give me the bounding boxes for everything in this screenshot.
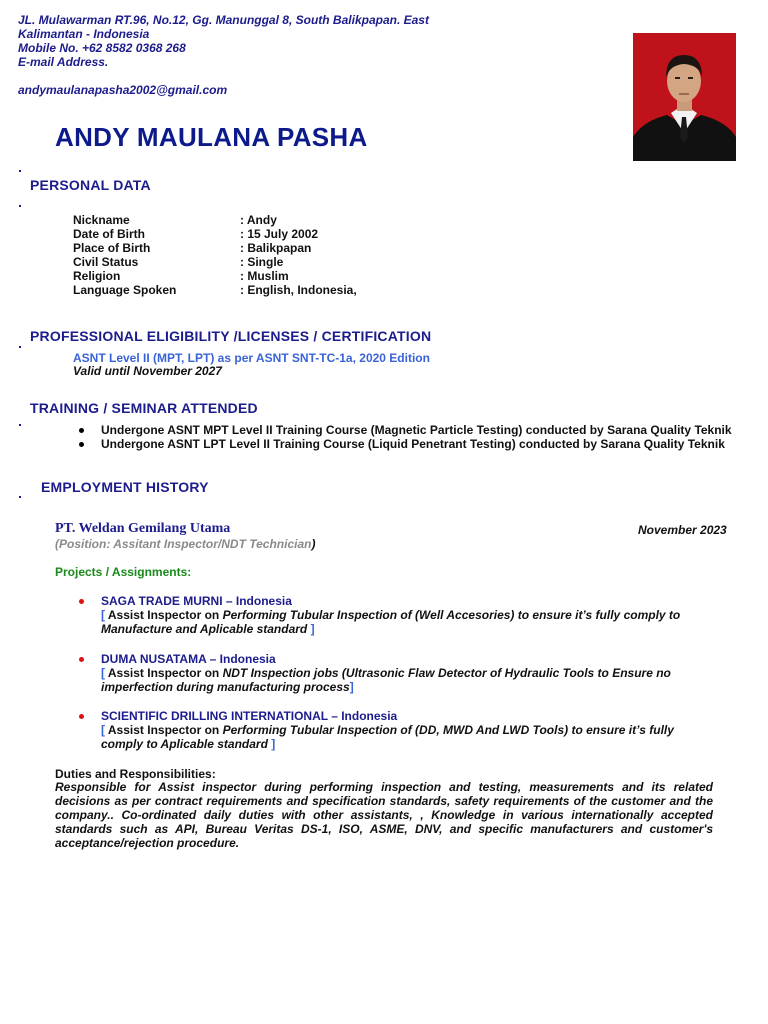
project-detail: Performing Tubular Inspection of (DD, MWD And LWD Tools) to ensure it’s fully comply to Aplicable standard xyxy=(101,723,674,751)
applicant-name: ANDY MAULANA PASHA xyxy=(55,122,368,152)
personal-value: : 15 July 2002 xyxy=(240,227,319,241)
training-item: Undergone ASNT MPT Level II Training Course (Magnetic Particle Testing) conducted by Sarana Quality Teknik xyxy=(101,423,732,437)
project-detail: Performing Tubular Inspection of (Well Accesories) to ensure it’s fully comply to Manufacture and Aplicable standard xyxy=(101,608,681,636)
project-title: DUMA NUSATAMA – Indonesia xyxy=(101,652,276,666)
mobile-number: Mobile No. +62 8582 0368 268 xyxy=(18,41,186,55)
duties-text: Responsible for Assist inspector during performing inspection and testing, measurements and its related decisions as per contract requirements and specification standards, safety requirements of the customer and the company.. Co-ordinated daily duties with other assistants, , Knowledge in various internationally accepted standards such as API, Bureau Veritas DS-1, ISO, ASME, DNV, and specific manufacturers and customer's acceptance/rejection procedure. xyxy=(55,780,713,850)
position-close: ) xyxy=(311,537,316,551)
project-description: [ Assist Inspector on Performing Tubular Inspection of (DD, MWD And LWD Tools) to ensure it’s fully comply to Aplicable standard ] xyxy=(101,723,674,751)
project-description: [ Assist Inspector on Performing Tubular Inspection of (Well Accesories) to ensure it’s fully comply to Manufacture and Aplicable standard ] xyxy=(101,608,681,636)
divider-dot xyxy=(19,496,21,498)
license-certification: ASNT Level II (MPT, LPT) as per ASNT SNT-TC-1a, 2020 Edition xyxy=(73,351,430,365)
bullet-icon xyxy=(79,714,84,719)
project-lead: Assist Inspector on xyxy=(107,666,223,680)
project-detail: NDT Inspection jobs (Ultrasonic Flaw Detector of Hydraulic Tools to Ensure no imperfection during manufacturing process xyxy=(101,666,671,694)
project-lead: Assist Inspector on xyxy=(107,723,223,737)
divider-dot xyxy=(19,170,21,172)
bullet-icon xyxy=(79,442,84,447)
profile-photo xyxy=(633,33,736,161)
portrait-image xyxy=(633,33,736,161)
licenses-heading: PROFESSIONAL ELIGIBILITY /LICENSES / CERTIFICATION xyxy=(30,328,432,344)
personal-value: : English, Indonesia, xyxy=(240,283,357,297)
training-item: Undergone ASNT LPT Level II Training Course (Liquid Penetrant Testing) conducted by Sarana Quality Teknik xyxy=(101,437,725,451)
employment-date: November 2023 xyxy=(638,523,727,537)
divider-dot xyxy=(19,205,21,207)
training-heading: TRAINING / SEMINAR ATTENDED xyxy=(30,400,258,416)
email-label: E-mail Address. xyxy=(18,55,109,69)
project-description: [ Assist Inspector on NDT Inspection jobs (Ultrasonic Flaw Detector of Hydraulic Tools to Ensure no imperfection during manufacturing process] xyxy=(101,666,671,694)
contact-block xyxy=(18,13,429,97)
project-lead: Assist Inspector on xyxy=(107,608,223,622)
personal-label: Nickname xyxy=(73,213,130,227)
divider-dot xyxy=(19,346,21,348)
personal-data-heading: PERSONAL DATA xyxy=(30,177,151,193)
personal-label: Date of Birth xyxy=(73,227,145,241)
project-title: SAGA TRADE MURNI – Indonesia xyxy=(101,594,292,608)
divider-dot xyxy=(19,424,21,426)
personal-label: Language Spoken xyxy=(73,283,177,297)
personal-value: : Single xyxy=(240,255,284,269)
personal-label: Religion xyxy=(73,269,121,283)
job-position xyxy=(55,537,315,551)
address-line: Kalimantan - Indonesia xyxy=(18,27,150,41)
position-text: (Position: Assitant Inspector/NDT Technician xyxy=(55,537,312,551)
personal-value: : Balikpapan xyxy=(240,241,312,255)
personal-value: : Andy xyxy=(240,213,277,227)
license-validity: Valid until November 2027 xyxy=(73,364,222,378)
bullet-icon xyxy=(79,657,84,662)
employment-heading: EMPLOYMENT HISTORY xyxy=(41,479,209,495)
personal-label: Place of Birth xyxy=(73,241,151,255)
bullet-icon xyxy=(79,599,84,604)
bullet-icon xyxy=(79,428,84,433)
project-title: SCIENTIFIC DRILLING INTERNATIONAL – Indonesia xyxy=(101,709,398,723)
email-address[interactable]: andymaulanapasha2002@gmail.com xyxy=(18,83,228,97)
personal-value: : Muslim xyxy=(240,269,289,283)
duties-heading: Duties and Responsibilities: xyxy=(55,767,216,781)
company-name: PT. Weldan Gemilang Utama xyxy=(55,521,231,536)
personal-label: Civil Status xyxy=(73,255,139,269)
projects-label: Projects / Assignments: xyxy=(55,565,192,579)
address-line: JL. Mulawarman RT.96, No.12, Gg. Manunggal 8, South Balikpapan. East xyxy=(18,13,429,27)
